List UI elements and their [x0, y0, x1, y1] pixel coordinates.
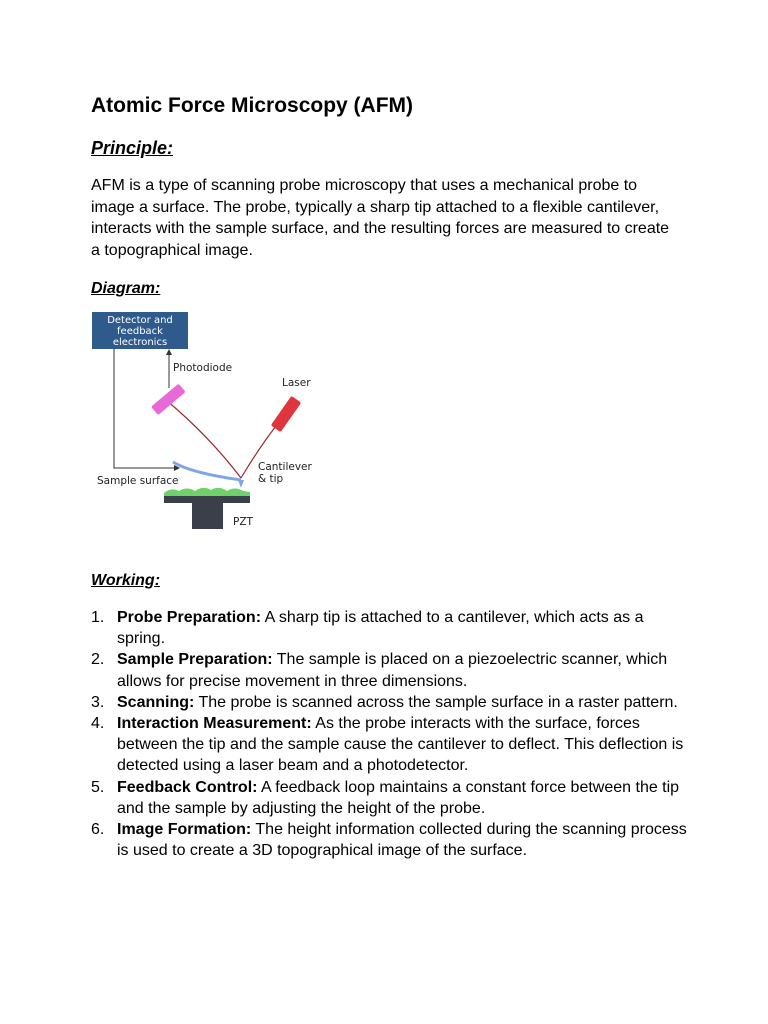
- pzt-label: PZT: [233, 516, 253, 528]
- laser-label: Laser: [282, 377, 311, 389]
- photodiode-label: Photodiode: [173, 362, 233, 374]
- sample-surface-label: Sample surface: [97, 475, 179, 487]
- step-text: The height information collected during the scanning process is used to create a 3D topographical image of the surface.: [117, 821, 687, 860]
- cantilever-label-2: & tip: [258, 473, 284, 485]
- page-title: Atomic Force Microscopy (AFM): [91, 94, 414, 117]
- step-number: 6.: [91, 821, 105, 839]
- laser-source: [271, 396, 301, 432]
- step-term: Sample Preparation:: [117, 651, 273, 669]
- working-steps-list: [91, 607, 691, 861]
- step-number: 3.: [91, 693, 105, 711]
- detector-label-3: electronics: [112, 337, 168, 348]
- step-text: The sample is placed on a piezoelectric scanner, which allows for precise movement in three dimensions.: [117, 651, 668, 690]
- principle-paragraph: AFM is a type of scanning probe microscopy that uses a mechanical probe to image a surface. The probe, typically a sharp tip attached to a flexible cantilever, interacts with the sample surface, and the resulting forces are measured to create a topographical image.: [91, 177, 670, 259]
- list-item: [91, 607, 691, 649]
- step-text: The probe is scanned across the sample surface in a raster pattern.: [194, 693, 678, 711]
- sample: [164, 488, 250, 496]
- detector-label-2: feedback: [117, 326, 163, 337]
- step-term: Feedback Control:: [117, 778, 258, 796]
- pzt-stage-column: [192, 503, 223, 529]
- photodiode: [151, 384, 186, 416]
- pzt-stage-top: [164, 496, 250, 503]
- list-item: [91, 819, 691, 861]
- probe-tip: [238, 480, 244, 488]
- list-item: [91, 777, 691, 819]
- document-body: [91, 92, 691, 299]
- afm-diagram: [91, 308, 331, 533]
- list-item: [91, 649, 691, 691]
- list-item: [91, 692, 691, 713]
- step-text: A feedback loop maintains a constant force between the tip and the sample by adjusting the height of the probe.: [117, 778, 680, 817]
- working-heading: Working:: [91, 572, 161, 589]
- photodiode-signal-arrowhead: [166, 349, 172, 355]
- principle-heading: Principle:: [91, 138, 174, 158]
- reflected-beam: [166, 400, 241, 478]
- step-number: 5.: [91, 778, 105, 796]
- afm-diagram-svg: [91, 308, 331, 533]
- step-term: Image Formation:: [117, 821, 252, 839]
- step-term: Probe Preparation:: [117, 609, 262, 626]
- detector-label-1: Detector and: [107, 315, 173, 326]
- step-number: 1.: [91, 609, 105, 626]
- step-text: As the probe interacts with the surface, forces between the tip and the sample cause the cantilever to deflect. This deflection is detected using a laser beam and a photodetector.: [117, 715, 684, 775]
- diagram-heading: Diagram:: [91, 280, 161, 297]
- step-term: Scanning:: [117, 693, 195, 711]
- step-term: Interaction Measurement:: [117, 715, 312, 733]
- list-item: [91, 713, 691, 777]
- step-text: A sharp tip is attached to a cantilever, which acts as a spring.: [117, 609, 644, 648]
- step-number: 2.: [91, 651, 105, 669]
- cantilever-label-1: Cantilever: [258, 461, 312, 473]
- step-number: 4.: [91, 715, 105, 733]
